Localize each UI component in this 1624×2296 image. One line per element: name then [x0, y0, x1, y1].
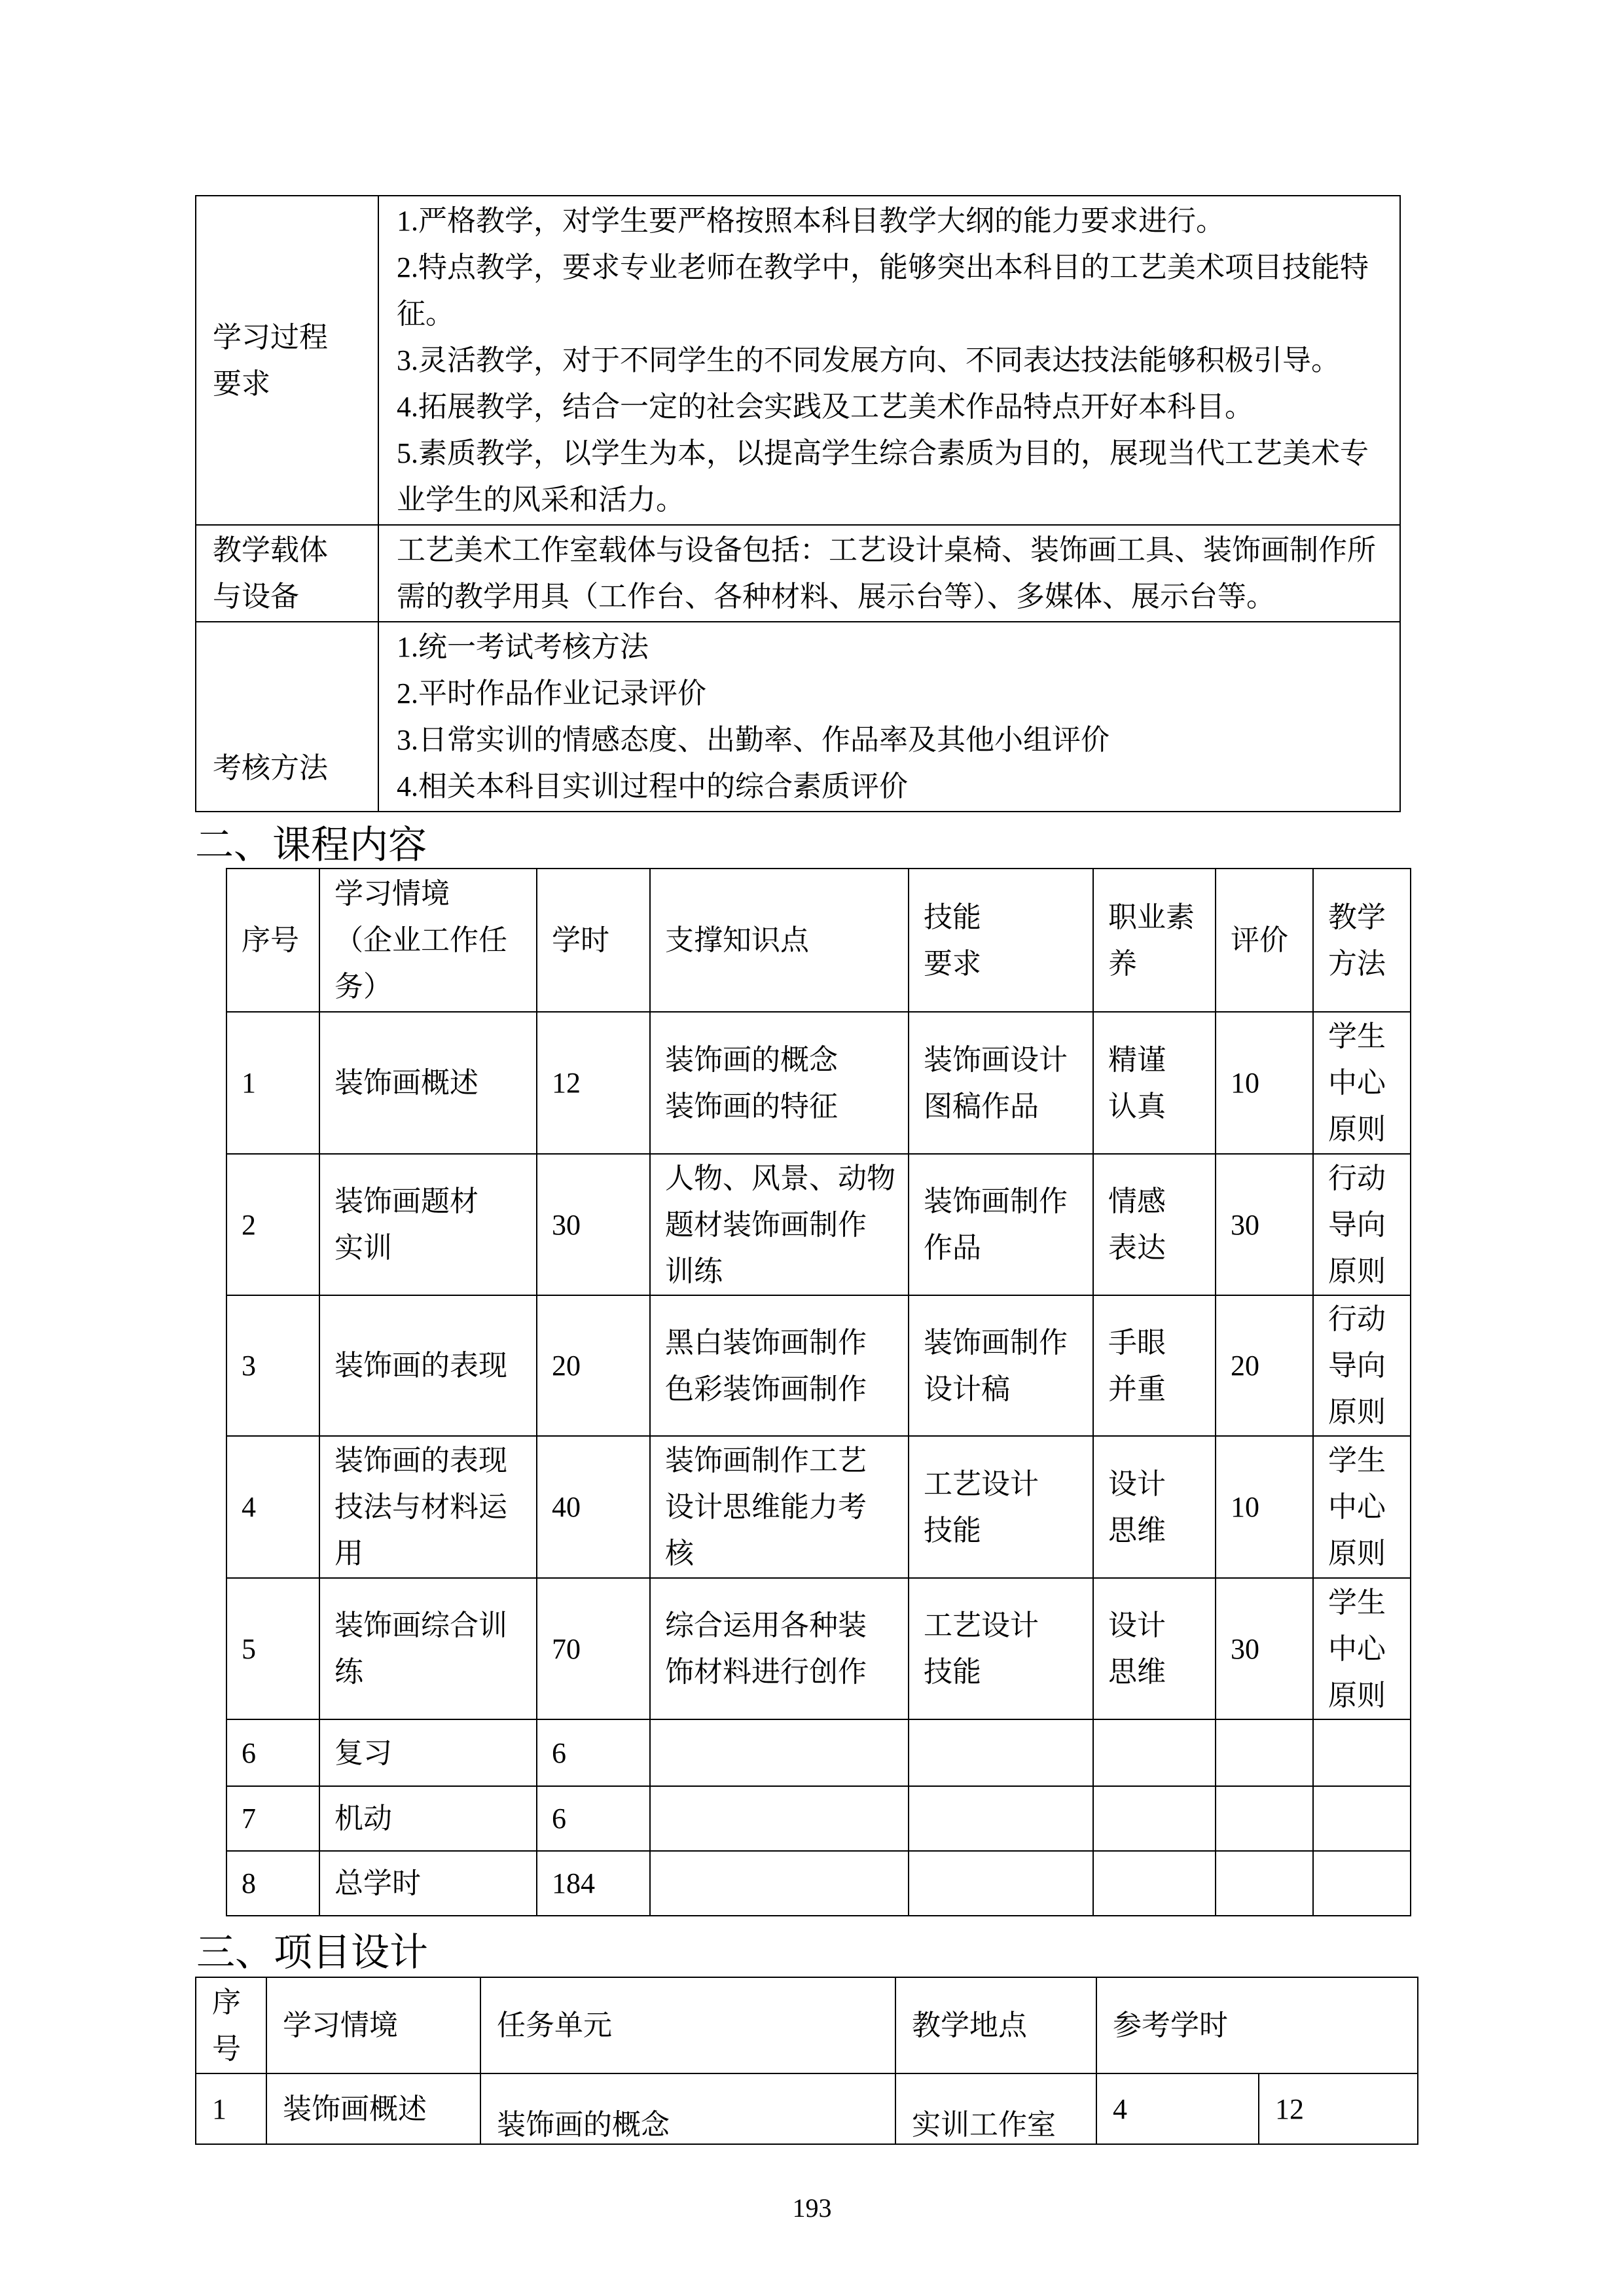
table-cell: 6	[537, 1719, 650, 1786]
section-heading-course-content: 二、课程内容	[195, 822, 427, 867]
table-row	[196, 622, 1400, 812]
table-cell: 装饰画制作 设计稿	[909, 1295, 1093, 1436]
list-item: 工艺美术工作室载体与设备包括：工艺设计桌椅、装饰画工具、装饰画制作所 需的教学用具（工作台、各种材料、展示台等）、多媒体、展示台等。	[397, 534, 1376, 613]
table-cell: 1	[196, 2073, 266, 2144]
column-header: 序 号	[196, 1977, 266, 2073]
table-cell: 30	[1216, 1578, 1313, 1719]
table-cell: 装饰画制作 作品	[909, 1154, 1093, 1295]
table-cell: 5	[226, 1578, 319, 1719]
project-design-table	[195, 1977, 1418, 2145]
column-header: 任务单元	[480, 1977, 895, 2073]
list-item: 1.严格教学，对学生要严格按照本科目教学大纲的能力要求进行。	[397, 205, 1225, 237]
table-cell	[1313, 1786, 1411, 1851]
table-cell: 装饰画综合训 练	[319, 1578, 537, 1719]
table-cell	[1093, 1851, 1216, 1916]
table-cell	[909, 1786, 1093, 1851]
table-cell: 情感 表达	[1093, 1154, 1216, 1295]
table-cell: 精谨 认真	[1093, 1012, 1216, 1154]
table-cell: 工艺设计 技能	[909, 1436, 1093, 1578]
table-cell	[650, 1719, 909, 1786]
table-row	[196, 2073, 1418, 2144]
column-header: 学习情境	[266, 1977, 480, 2073]
table-row	[226, 1578, 1411, 1719]
table-cell: 装饰画的概念	[480, 2073, 895, 2144]
table-cell: 12	[537, 1012, 650, 1154]
table-cell: 20	[1216, 1295, 1313, 1436]
table-cell: 3	[226, 1295, 319, 1436]
table-cell: 70	[537, 1578, 650, 1719]
table-cell	[1313, 1719, 1411, 1786]
list-item: 3.灵活教学，对于不同学生的不同发展方向、不同表达技法能够积极引导。	[397, 344, 1340, 376]
table-cell: 8	[226, 1851, 319, 1916]
row-label: 学习过程 要求	[196, 196, 378, 525]
column-header: 评价	[1216, 869, 1313, 1012]
table-cell: 1	[226, 1012, 319, 1154]
table-cell: 6	[226, 1719, 319, 1786]
column-header: 技能 要求	[909, 869, 1093, 1012]
table-cell: 10	[1216, 1012, 1313, 1154]
list-item: 1.统一考试考核方法	[397, 631, 649, 663]
column-header: 序号	[226, 869, 319, 1012]
list-item: 2.特点教学，要求专业老师在教学中，能够突出本科目的工艺美术项目技能特 征。	[397, 251, 1369, 330]
table-cell: 行动 导向 原则	[1313, 1295, 1411, 1436]
table-cell	[909, 1719, 1093, 1786]
table-cell: 设计 思维	[1093, 1578, 1216, 1719]
table-row	[226, 1154, 1411, 1295]
table-cell: 装饰画概述	[266, 2073, 480, 2144]
table-cell: 学生 中心 原则	[1313, 1578, 1411, 1719]
column-header: 学习情境 （企业工作任 务）	[319, 869, 537, 1012]
table-cell: 黑白装饰画制作 色彩装饰画制作	[650, 1295, 909, 1436]
table-cell: 工艺设计 技能	[909, 1578, 1093, 1719]
table-cell: 30	[537, 1154, 650, 1295]
table-cell	[650, 1851, 909, 1916]
table-cell: 装饰画的表现	[319, 1295, 537, 1436]
table-cell	[909, 1851, 1093, 1916]
table-cell: 实训工作室	[895, 2073, 1096, 2144]
table-cell: 行动 导向 原则	[1313, 1154, 1411, 1295]
table-row	[226, 1851, 1411, 1916]
table-cell: 装饰画题材 实训	[319, 1154, 537, 1295]
table-cell: 手眼 并重	[1093, 1295, 1216, 1436]
table-cell: 综合运用各种装 饰材料进行创作	[650, 1578, 909, 1719]
course-requirements-table	[195, 195, 1401, 812]
column-header: 职业素 养	[1093, 869, 1216, 1012]
table-cell: 20	[537, 1295, 650, 1436]
section-heading-project-design: 三、项目设计	[196, 1929, 429, 1975]
table-cell: 设计 思维	[1093, 1436, 1216, 1578]
row-content	[378, 196, 1400, 525]
table-cell: 学生 中心 原则	[1313, 1436, 1411, 1578]
table-cell: 机动	[319, 1786, 537, 1851]
table-cell	[1093, 1719, 1216, 1786]
table-cell	[1216, 1719, 1313, 1786]
table-cell: 装饰画的概念 装饰画的特征	[650, 1012, 909, 1154]
table-row	[226, 1786, 1411, 1851]
row-content	[378, 525, 1400, 622]
list-item: 4.拓展教学，结合一定的社会实践及工艺美术作品特点开好本科目。	[397, 391, 1254, 423]
table-cell: 学生 中心 原则	[1313, 1012, 1411, 1154]
table-cell: 184	[537, 1851, 650, 1916]
table-row	[196, 525, 1400, 622]
table-row	[226, 1012, 1411, 1154]
list-item: 5.素质教学，以学生为本，以提高学生综合素质为目的，展现当代工艺美术专 业学生的风采和活力。	[397, 437, 1369, 516]
table-row	[226, 1295, 1411, 1436]
list-item: 2.平时作品作业记录评价	[397, 677, 706, 709]
column-header: 教学地点	[895, 1977, 1096, 2073]
row-label: 考核方法	[196, 622, 378, 812]
table-cell	[1313, 1851, 1411, 1916]
table-cell: 人物、风景、动物 题材装饰画制作 训练	[650, 1154, 909, 1295]
table-cell: 装饰画制作工艺 设计思维能力考 核	[650, 1436, 909, 1578]
table-cell: 4	[226, 1436, 319, 1578]
page-number: 193	[792, 2193, 832, 2223]
column-header: 支撑知识点	[650, 869, 909, 1012]
table-header-row	[196, 1977, 1418, 2073]
table-cell: 40	[537, 1436, 650, 1578]
table-cell: 装饰画设计 图稿作品	[909, 1012, 1093, 1154]
column-header: 教学 方法	[1313, 869, 1411, 1012]
table-cell: 装饰画的表现 技法与材料运 用	[319, 1436, 537, 1578]
table-cell: 10	[1216, 1436, 1313, 1578]
table-header-row	[226, 869, 1411, 1012]
list-item: 4.相关本科目实训过程中的综合素质评价	[397, 770, 908, 802]
table-row	[226, 1719, 1411, 1786]
table-cell: 4	[1096, 2073, 1259, 2144]
table-cell: 30	[1216, 1154, 1313, 1295]
column-header: 参考学时	[1096, 1977, 1418, 2073]
table-row	[196, 196, 1400, 525]
column-header: 学时	[537, 869, 650, 1012]
table-cell: 总学时	[319, 1851, 537, 1916]
row-label: 教学载体 与设备	[196, 525, 378, 622]
table-cell: 7	[226, 1786, 319, 1851]
table-cell: 2	[226, 1154, 319, 1295]
table-cell: 6	[537, 1786, 650, 1851]
table-cell: 复习	[319, 1719, 537, 1786]
table-cell: 12	[1259, 2073, 1418, 2144]
table-cell	[1216, 1851, 1313, 1916]
list-item: 3.日常实训的情感态度、出勤率、作品率及其他小组评价	[397, 724, 1110, 756]
table-cell	[650, 1786, 909, 1851]
table-row	[226, 1436, 1411, 1578]
table-cell: 装饰画概述	[319, 1012, 537, 1154]
table-cell	[1093, 1786, 1216, 1851]
course-content-table	[226, 868, 1411, 1916]
table-cell	[1216, 1786, 1313, 1851]
row-content	[378, 622, 1400, 812]
